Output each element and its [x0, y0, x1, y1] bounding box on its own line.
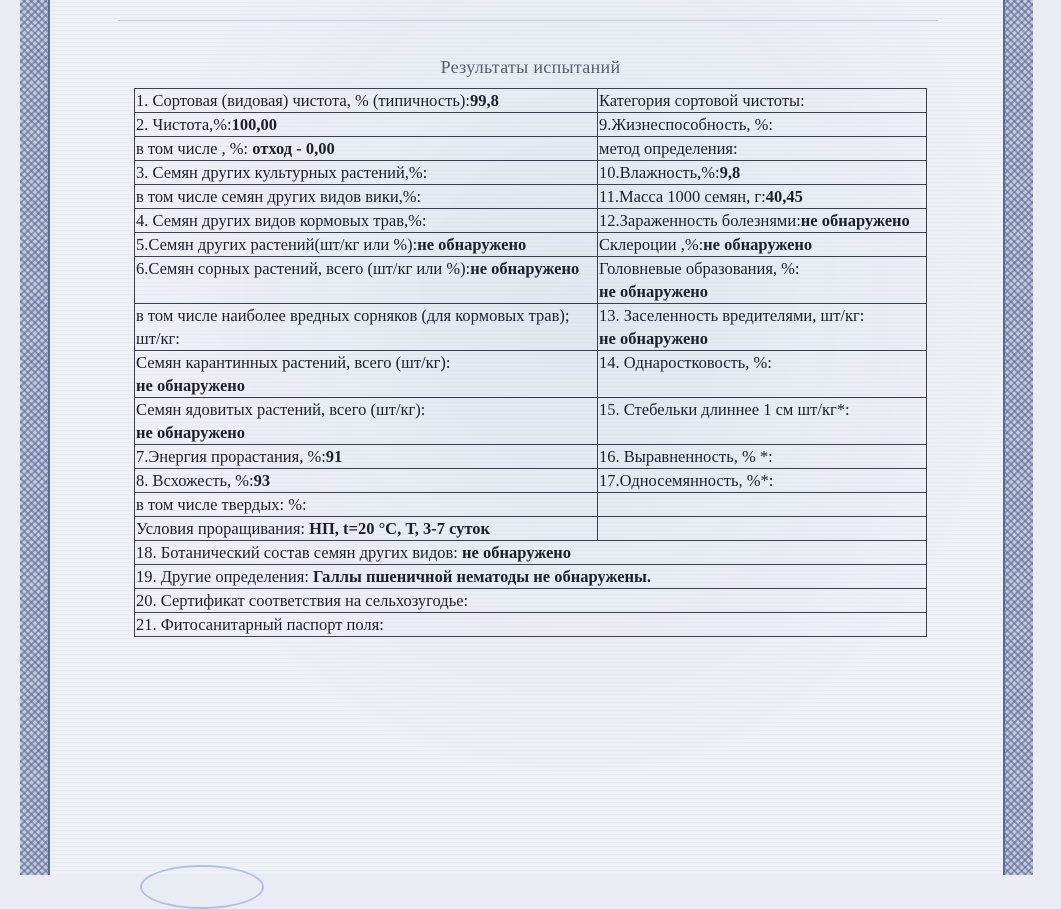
- left-cell: [135, 185, 598, 209]
- right-cell: [598, 233, 927, 257]
- table-row: [135, 137, 927, 161]
- right-cell: [598, 113, 927, 137]
- cell-label: 21. Фитосанитарный паспорт поля:: [136, 615, 384, 634]
- cell-label: в том числе семян других видов вики,%:: [136, 187, 422, 206]
- table-row: [135, 89, 927, 113]
- right-cell: [598, 209, 927, 233]
- table-row: [135, 493, 927, 517]
- table-row: [135, 351, 927, 398]
- table-row: [135, 445, 927, 469]
- right-cell: [598, 351, 927, 398]
- right-cell: [598, 161, 927, 185]
- cell-label: 10.Влажность,%:: [599, 163, 720, 182]
- table-row: [135, 398, 927, 445]
- decorative-border-left: [20, 0, 50, 875]
- table-row-full: [135, 589, 927, 613]
- cell-value: 99,8: [469, 91, 499, 110]
- left-cell: [135, 304, 598, 351]
- table-row: [135, 304, 927, 351]
- cell-value: не обнаружено: [599, 282, 709, 301]
- cell-label: 6.Семян сорных растений, всего (шт/кг или %):: [136, 259, 471, 278]
- cell-label: в том числе твердых: %:: [136, 495, 307, 514]
- cell-label: 12.Зараженность болезнями:: [599, 211, 801, 230]
- cell-label: 15. Стебельки длиннее 1 см шт/кг*:: [599, 400, 850, 419]
- cell-label: Семян ядовитых растений, всего (шт/кг):: [136, 400, 426, 419]
- cell-value: не обнаружено: [462, 543, 572, 562]
- cell-label: 16. Выравненность, % *:: [599, 447, 773, 466]
- cell-value: отход - 0,00: [252, 139, 335, 158]
- cell-label: 14. Однаростковость, %:: [599, 353, 772, 372]
- cell-value: Галлы пшеничной нематоды не обнаружены.: [313, 567, 652, 586]
- right-cell: [598, 89, 927, 113]
- right-cell: [598, 469, 927, 493]
- cell-label: 18. Ботанический состав семян других видов:: [136, 543, 463, 562]
- left-cell: [135, 257, 598, 304]
- right-cell: [598, 185, 927, 209]
- full-cell: [135, 613, 927, 637]
- left-cell: [135, 209, 598, 233]
- cell-label: 1. Сортовая (видовая) чистота, % (типичность):: [136, 91, 470, 110]
- table-row: [135, 257, 927, 304]
- right-cell: [598, 517, 927, 541]
- cell-value: не обнаружено: [599, 329, 709, 348]
- left-cell: [135, 445, 598, 469]
- test-results-table: [134, 88, 927, 637]
- cell-label: 8. Всхожесть, %:: [136, 471, 254, 490]
- table-row: [135, 233, 927, 257]
- cell-label: Головневые образования, %:: [599, 259, 800, 278]
- right-cell: [598, 137, 927, 161]
- cell-value: не обнаружено: [136, 376, 246, 395]
- cell-label: в том числе наиболее вредных сорняков (для кормовых трав); шт/кг:: [136, 306, 570, 348]
- cell-label: 17.Односемянность, %*:: [599, 471, 774, 490]
- cell-value: 40,45: [765, 187, 803, 206]
- top-rule: [118, 20, 938, 21]
- full-cell: [135, 565, 927, 589]
- table-row: [135, 469, 927, 493]
- table-row: [135, 185, 927, 209]
- stamp-seal: [140, 865, 264, 909]
- cell-label: Условия проращивания:: [136, 519, 310, 538]
- cell-value: не обнаружено: [470, 259, 580, 278]
- cell-label: 2. Чистота,%:: [136, 115, 232, 134]
- cell-value: 100,00: [231, 115, 277, 134]
- left-cell: [135, 113, 598, 137]
- table-row: [135, 517, 927, 541]
- left-cell: [135, 137, 598, 161]
- cell-label: Склероции ,%:: [599, 235, 704, 254]
- cell-label: 19. Другие определения:: [136, 567, 314, 586]
- table-row-full: [135, 541, 927, 565]
- cell-value: НП, t=20 °С, Т, 3-7 суток: [309, 519, 491, 538]
- left-cell: [135, 398, 598, 445]
- cell-label: 20. Сертификат соответствия на сельхозугодье:: [136, 591, 469, 610]
- left-cell: [135, 493, 598, 517]
- full-cell: [135, 541, 927, 565]
- cell-value: не обнаружено: [800, 211, 910, 230]
- cell-label: 5.Семян других растений(шт/кг или %):: [136, 235, 418, 254]
- cell-label: 13. Заселенность вредителями, шт/кг:: [599, 306, 865, 325]
- full-cell: [135, 589, 927, 613]
- cell-label: Семян карантинных растений, всего (шт/кг):: [136, 353, 451, 372]
- table-row: [135, 209, 927, 233]
- right-cell: [598, 445, 927, 469]
- cell-value: 93: [253, 471, 271, 490]
- right-cell: [598, 304, 927, 351]
- left-cell: [135, 469, 598, 493]
- cell-value: не обнаружено: [703, 235, 813, 254]
- table-row: [135, 161, 927, 185]
- left-cell: [135, 89, 598, 113]
- left-cell: [135, 233, 598, 257]
- cell-label: 9.Жизнеспособность, %:: [599, 115, 773, 134]
- table-row: [135, 113, 927, 137]
- cell-value: 9,8: [719, 163, 741, 182]
- right-cell: [598, 493, 927, 517]
- cell-label: 4. Семян других видов кормовых трав,%:: [136, 211, 427, 230]
- cell-label: в том числе , %:: [136, 139, 253, 158]
- left-cell: [135, 351, 598, 398]
- cell-value: 91: [325, 447, 343, 466]
- cell-label: 7.Энергия прорастания, %:: [136, 447, 326, 466]
- cell-value: не обнаружено: [417, 235, 527, 254]
- right-cell: [598, 257, 927, 304]
- cell-label: Категория сортовой чистоты:: [599, 91, 805, 110]
- cell-label: 11.Масса 1000 семян, г:: [599, 187, 766, 206]
- table-row-full: [135, 613, 927, 637]
- cell-value: не обнаружено: [136, 423, 246, 442]
- cell-label: 3. Семян других культурных растений,%:: [136, 163, 428, 182]
- left-cell: [135, 161, 598, 185]
- table-row-full: [135, 565, 927, 589]
- section-title: Результаты испытаний: [440, 57, 621, 77]
- right-cell: [598, 398, 927, 445]
- cell-label: метод определения:: [599, 139, 738, 158]
- left-cell: [135, 517, 598, 541]
- decorative-border-right: [1003, 0, 1033, 875]
